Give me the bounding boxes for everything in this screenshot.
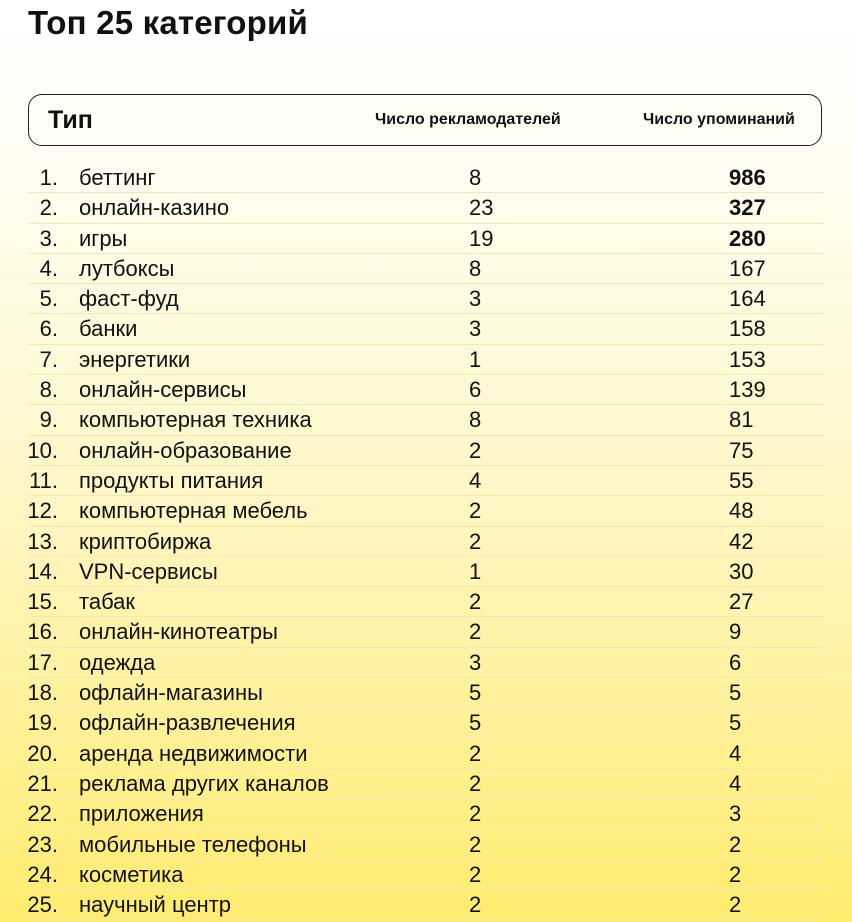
row-category: энергетики bbox=[79, 346, 191, 372]
row-mentions: 2 bbox=[729, 831, 742, 857]
row-category: офлайн-развлечения bbox=[79, 710, 296, 736]
row-rank: 15. bbox=[27, 589, 58, 615]
row-category: приложения bbox=[79, 801, 204, 827]
row-rank: 14. bbox=[27, 558, 58, 584]
table-row bbox=[28, 466, 824, 496]
row-advertisers: 8 bbox=[469, 165, 482, 190]
table-row bbox=[28, 648, 824, 678]
row-rank: 13. bbox=[27, 528, 58, 554]
row-rank: 22. bbox=[27, 801, 58, 827]
row-category: онлайн-казино bbox=[79, 195, 230, 221]
row-mentions: 42 bbox=[729, 528, 754, 554]
row-category: игры bbox=[79, 225, 128, 251]
row-category: одежда bbox=[79, 649, 156, 675]
row-rank: 23. bbox=[27, 831, 58, 857]
row-rank: 8. bbox=[39, 377, 58, 403]
row-mentions: 30 bbox=[729, 558, 754, 584]
table-row bbox=[28, 769, 824, 799]
row-category: мобильные телефоны bbox=[79, 831, 307, 857]
row-mentions: 280 bbox=[729, 225, 766, 251]
table-row bbox=[28, 557, 824, 587]
row-rank: 10. bbox=[27, 437, 58, 463]
row-mentions: 158 bbox=[729, 316, 766, 342]
row-mentions: 167 bbox=[729, 255, 766, 281]
table-row bbox=[28, 617, 824, 647]
row-rank: 3. bbox=[39, 225, 58, 251]
row-rank: 17. bbox=[27, 649, 58, 675]
row-advertisers: 2 bbox=[469, 770, 482, 796]
row-mentions: 81 bbox=[729, 407, 754, 433]
row-advertisers: 2 bbox=[469, 619, 482, 645]
row-category: онлайн-образование bbox=[79, 437, 292, 463]
row-advertisers: 2 bbox=[469, 801, 482, 827]
row-rank: 19. bbox=[27, 710, 58, 736]
row-mentions: 48 bbox=[729, 498, 754, 524]
row-advertisers: 2 bbox=[469, 831, 482, 857]
table-row bbox=[28, 830, 824, 860]
row-mentions: 75 bbox=[729, 437, 754, 463]
row-rank: 7. bbox=[39, 346, 58, 372]
row-category: компьютерная мебель bbox=[79, 498, 308, 524]
table-header bbox=[28, 94, 822, 146]
row-mentions: 3 bbox=[729, 801, 742, 827]
row-advertisers: 5 bbox=[469, 710, 482, 736]
table-row bbox=[28, 345, 824, 375]
row-mentions: 5 bbox=[729, 710, 742, 736]
row-mentions: 164 bbox=[729, 286, 766, 312]
row-category: беттинг bbox=[79, 165, 156, 190]
table-row bbox=[28, 314, 824, 344]
row-rank: 2. bbox=[39, 195, 58, 221]
row-rank: 20. bbox=[27, 740, 58, 766]
row-rank: 6. bbox=[39, 316, 58, 342]
row-rank: 18. bbox=[27, 680, 58, 706]
row-rank: 21. bbox=[27, 770, 58, 796]
row-rank: 9. bbox=[39, 407, 58, 433]
row-mentions: 2 bbox=[729, 861, 742, 887]
row-advertisers: 3 bbox=[469, 649, 482, 675]
page-title: Топ 25 категорий bbox=[28, 4, 308, 41]
row-advertisers: 1 bbox=[469, 346, 482, 372]
table-row bbox=[28, 739, 824, 769]
table-row bbox=[28, 799, 824, 829]
table-body bbox=[28, 163, 824, 920]
row-category: компьютерная техника bbox=[79, 407, 312, 433]
table-row bbox=[28, 405, 824, 435]
row-advertisers: 2 bbox=[469, 528, 482, 554]
row-rank: 1. bbox=[39, 165, 58, 190]
table-row bbox=[28, 375, 824, 405]
row-mentions: 27 bbox=[729, 589, 754, 615]
row-category: онлайн-сервисы bbox=[79, 377, 247, 403]
row-category: научный центр bbox=[79, 892, 232, 918]
row-category: банки bbox=[79, 316, 138, 342]
row-rank: 11. bbox=[29, 467, 58, 493]
table-row bbox=[28, 163, 824, 193]
table-row bbox=[28, 224, 824, 254]
header-type: Тип bbox=[48, 105, 93, 134]
row-mentions: 327 bbox=[729, 195, 766, 221]
row-category: криптобиржа bbox=[79, 528, 212, 554]
row-rank: 5. bbox=[39, 286, 58, 312]
row-advertisers: 3 bbox=[469, 286, 482, 312]
row-advertisers: 6 bbox=[469, 377, 482, 403]
row-advertisers: 1 bbox=[469, 558, 482, 584]
row-rank: 25. bbox=[27, 892, 58, 918]
table-row bbox=[28, 527, 824, 557]
table-row bbox=[28, 193, 824, 223]
row-category: фаст-фуд bbox=[79, 286, 179, 312]
row-advertisers: 2 bbox=[469, 861, 482, 887]
row-category: VPN-сервисы bbox=[79, 558, 218, 584]
row-advertisers: 5 bbox=[469, 680, 482, 706]
row-rank: 24. bbox=[27, 861, 58, 887]
row-rank: 12. bbox=[27, 498, 58, 524]
row-advertisers: 23 bbox=[469, 195, 494, 221]
row-rank: 16. bbox=[27, 619, 58, 645]
table-row bbox=[28, 496, 824, 526]
row-category: табак bbox=[79, 589, 136, 615]
row-advertisers: 4 bbox=[469, 467, 482, 493]
row-advertisers: 2 bbox=[469, 437, 482, 463]
row-advertisers: 2 bbox=[469, 498, 482, 524]
row-mentions: 4 bbox=[729, 740, 742, 766]
row-advertisers: 19 bbox=[469, 225, 494, 251]
row-category: онлайн-кинотеатры bbox=[79, 619, 278, 645]
row-category: реклама других каналов bbox=[79, 770, 329, 796]
row-mentions: 9 bbox=[729, 619, 742, 645]
row-mentions: 153 bbox=[729, 346, 766, 372]
row-mentions: 6 bbox=[729, 649, 742, 675]
table-row bbox=[28, 284, 824, 314]
row-advertisers: 2 bbox=[469, 589, 482, 615]
row-mentions: 5 bbox=[729, 680, 742, 706]
table-row bbox=[28, 708, 824, 738]
row-rank: 4. bbox=[39, 255, 58, 281]
row-advertisers: 8 bbox=[469, 407, 482, 433]
row-category: аренда недвижимости bbox=[79, 740, 308, 766]
row-category: продукты питания bbox=[79, 467, 264, 493]
row-category: косметика bbox=[79, 861, 184, 887]
row-advertisers: 3 bbox=[469, 316, 482, 342]
row-mentions: 4 bbox=[729, 770, 742, 796]
header-advertisers: Число рекламодателей bbox=[375, 111, 561, 128]
table-row bbox=[28, 436, 824, 466]
table-row bbox=[28, 860, 824, 890]
row-category: офлайн-магазины bbox=[79, 680, 263, 706]
row-mentions: 139 bbox=[729, 377, 766, 403]
row-advertisers: 2 bbox=[469, 740, 482, 766]
row-mentions: 2 bbox=[729, 892, 742, 918]
row-advertisers: 2 bbox=[469, 892, 482, 918]
table-row bbox=[28, 587, 824, 617]
row-mentions: 55 bbox=[729, 467, 754, 493]
table-row bbox=[28, 254, 824, 284]
table-row bbox=[28, 678, 824, 708]
row-mentions: 986 bbox=[729, 165, 766, 190]
row-advertisers: 8 bbox=[469, 255, 482, 281]
row-category: лутбоксы bbox=[79, 255, 175, 281]
header-mentions: Число упоминаний bbox=[643, 111, 795, 128]
table-row bbox=[28, 890, 824, 920]
